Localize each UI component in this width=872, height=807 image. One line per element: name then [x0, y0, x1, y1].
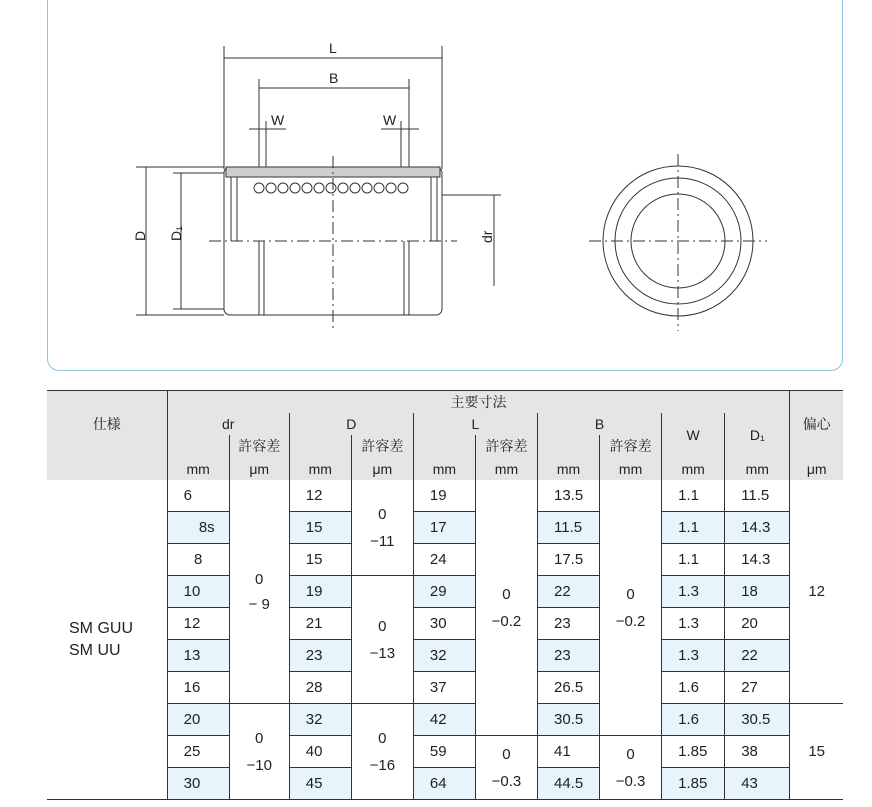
tol-upper: 0 [255, 570, 264, 588]
tol-lower: −11 [370, 532, 395, 550]
d-tolerance-header: 許容差 [351, 435, 413, 457]
unit-eccentricity: μm [790, 457, 843, 480]
l-tol-group2 [475, 736, 537, 800]
cell-w: 1.1 [662, 544, 725, 576]
tol-lower: −0.3 [615, 772, 646, 790]
tol-lower: −0.3 [491, 772, 522, 790]
d-tol-group2 [351, 576, 413, 704]
bearing-drawing [48, 0, 844, 372]
cell-b: 22 [538, 576, 600, 608]
cell-d1: 22 [725, 640, 790, 672]
cell-dr: 16 [167, 672, 229, 704]
cell-d: 45 [289, 768, 351, 800]
col-l-header: L [413, 413, 537, 435]
cell-dr: 30 [167, 768, 229, 800]
unit-l: mm [413, 457, 475, 480]
cell-d: 21 [289, 608, 351, 640]
unit-b-tol: mm [600, 457, 662, 480]
cell-d: 15 [289, 544, 351, 576]
col-eccentricity-header: 偏心 [790, 391, 843, 458]
cell-l: 17 [413, 512, 475, 544]
cell-d1: 20 [725, 608, 790, 640]
table-row [47, 768, 843, 800]
label-d1: D₁ [168, 226, 184, 241]
cell-l: 30 [413, 608, 475, 640]
table-row [47, 736, 843, 768]
tol-upper: 0 [378, 729, 387, 747]
cell-d1: 18 [725, 576, 790, 608]
cell-d1: 38 [725, 736, 790, 768]
table-row [47, 704, 843, 736]
tol-upper: 0 [378, 505, 387, 523]
dr-tol-group2 [229, 704, 289, 800]
col-b-header: B [538, 413, 662, 435]
cell-w: 1.85 [662, 736, 725, 768]
tol-lower: −10 [246, 756, 272, 774]
cell-d1: 11.5 [725, 480, 790, 512]
col-main-dims-header: 主要寸法 [167, 391, 790, 414]
cell-w: 1.6 [662, 672, 725, 704]
cell-dr: 8s [167, 512, 229, 544]
cell-d: 19 [289, 576, 351, 608]
cell-d: 40 [289, 736, 351, 768]
tol-upper: 0 [626, 745, 635, 763]
unit-b: mm [538, 457, 600, 480]
d-tol-group1 [351, 480, 413, 576]
cell-b: 26.5 [538, 672, 600, 704]
col-d1-header: D₁ [725, 413, 790, 457]
eccentricity-group2: 15 [790, 704, 843, 800]
cell-w: 1.6 [662, 704, 725, 736]
label-w-left: W [271, 112, 285, 128]
cell-d1: 30.5 [725, 704, 790, 736]
cell-b: 17.5 [538, 544, 600, 576]
unit-d-tol: μm [351, 457, 413, 480]
cell-dr: 10 [167, 576, 229, 608]
label-d: D [132, 230, 148, 241]
ball-row [254, 183, 408, 193]
cell-d1: 14.3 [725, 544, 790, 576]
cell-b: 41 [538, 736, 600, 768]
l-tol-group1 [475, 480, 537, 736]
dr-tol-group1 [229, 480, 289, 704]
label-dr: dr [479, 230, 495, 243]
tol-lower: −16 [369, 756, 396, 774]
cell-w: 1.3 [662, 576, 725, 608]
cell-w: 1.1 [662, 480, 725, 512]
cell-b: 13.5 [538, 480, 600, 512]
cell-l: 37 [413, 672, 475, 704]
table-row [47, 480, 843, 512]
cell-l: 59 [413, 736, 475, 768]
cell-d: 12 [289, 480, 351, 512]
cell-b: 44.5 [538, 768, 600, 800]
cell-l: 19 [413, 480, 475, 512]
b-tolerance-header: 許容差 [600, 435, 662, 457]
tol-lower: − 9 [248, 595, 270, 613]
table-row [47, 512, 843, 544]
cell-dr: 20 [167, 704, 229, 736]
unit-w: mm [662, 457, 725, 480]
d-tol-group3 [351, 704, 413, 800]
cell-d: 28 [289, 672, 351, 704]
spec-line-1: SM GUU [69, 619, 133, 637]
tol-upper: 0 [502, 585, 511, 603]
cell-dr: 12 [167, 608, 229, 640]
table-row [47, 576, 843, 608]
cell-dr: 13 [167, 640, 229, 672]
unit-l-tol: mm [475, 457, 537, 480]
cell-b: 11.5 [538, 512, 600, 544]
table-row [47, 640, 843, 672]
end-view [589, 154, 767, 331]
cell-w: 1.85 [662, 768, 725, 800]
dr-tolerance-header: 許容差 [229, 435, 289, 457]
tol-upper: 0 [255, 729, 264, 747]
cell-b: 30.5 [538, 704, 600, 736]
header-row-1 [47, 391, 843, 414]
cell-l: 29 [413, 576, 475, 608]
tol-lower: −0.2 [615, 612, 646, 630]
cell-d: 23 [289, 640, 351, 672]
unit-dr-tol: μm [229, 457, 289, 480]
cell-d1: 43 [725, 768, 790, 800]
header-row-2 [47, 413, 843, 435]
spec-line-2: SM UU [69, 641, 121, 659]
unit-d1: mm [725, 457, 790, 480]
cell-w: 1.3 [662, 608, 725, 640]
b-tol-group2 [600, 736, 662, 800]
tol-lower: −0.2 [491, 612, 522, 630]
cell-d: 32 [289, 704, 351, 736]
table-row [47, 544, 843, 576]
cell-l: 64 [413, 768, 475, 800]
spec-table [47, 390, 843, 800]
l-tolerance-header: 許容差 [475, 435, 537, 457]
col-spec-header: 仕様 [47, 391, 167, 458]
cell-d1: 14.3 [725, 512, 790, 544]
drawing-panel [47, 0, 843, 371]
cell-w: 1.3 [662, 640, 725, 672]
eccentricity-group1: 12 [790, 480, 843, 704]
b-tol-group1 [600, 480, 662, 736]
tol-upper: 0 [626, 585, 635, 603]
unit-row [47, 457, 843, 480]
cell-dr: 8 [167, 544, 229, 576]
col-d-header: D [289, 413, 413, 435]
tol-upper: 0 [502, 745, 511, 763]
cell-d1: 27 [725, 672, 790, 704]
tol-upper: 0 [378, 617, 387, 635]
cell-l: 42 [413, 704, 475, 736]
unit-dr: mm [167, 457, 229, 480]
label-w-right: W [383, 112, 397, 128]
unit-d: mm [289, 457, 351, 480]
label-l: L [329, 40, 337, 56]
spec-cell [47, 480, 167, 800]
col-w-header: W [662, 413, 725, 457]
cell-b: 23 [538, 640, 600, 672]
cell-dr: 25 [167, 736, 229, 768]
cell-l: 32 [413, 640, 475, 672]
cell-d: 15 [289, 512, 351, 544]
col-dr-header: dr [167, 413, 289, 435]
cell-l: 24 [413, 544, 475, 576]
table-row [47, 608, 843, 640]
table-row [47, 672, 843, 704]
label-b: B [329, 70, 339, 86]
cell-dr: 6 [167, 480, 229, 512]
cell-w: 1.1 [662, 512, 725, 544]
cell-b: 23 [538, 608, 600, 640]
tol-lower: −13 [369, 644, 396, 662]
